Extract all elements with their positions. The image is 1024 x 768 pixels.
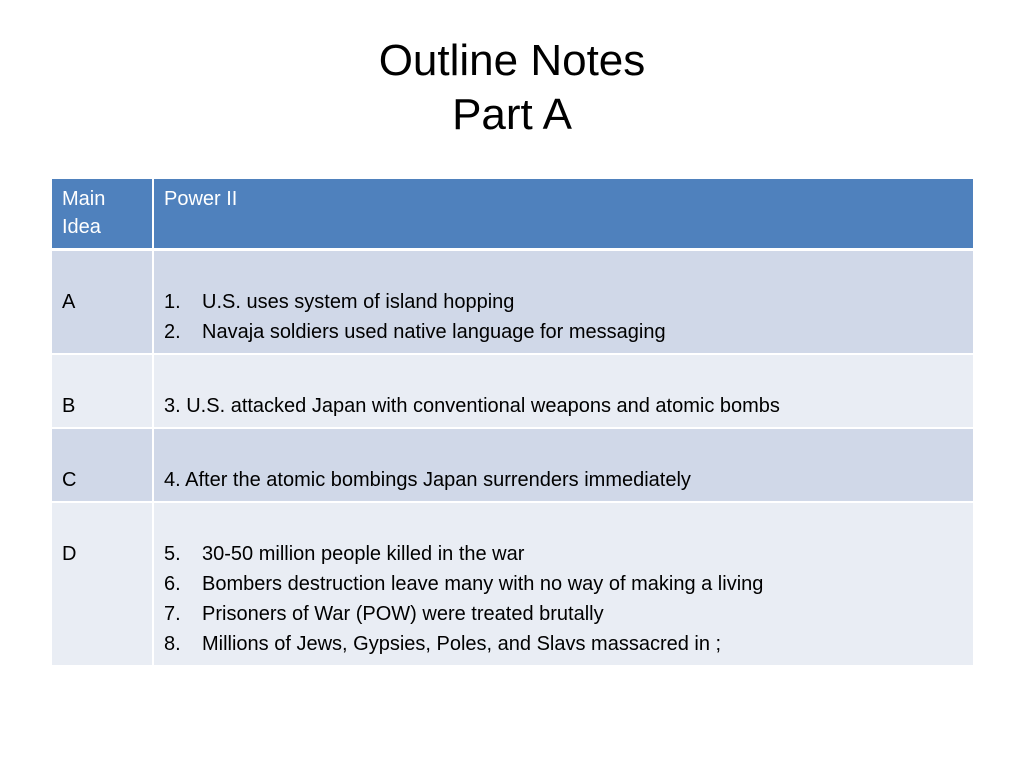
table-row [52,503,973,667]
list-item [164,287,963,317]
spacer [62,361,142,391]
spacer [62,435,142,465]
spacer [164,509,963,539]
item-text: Bombers destruction leave many with no way of making a living [202,573,764,595]
table-row [52,429,973,503]
header-main-idea: Main Idea [52,179,154,251]
row-d-main [52,503,154,667]
row-a-main [52,251,154,355]
outline-table [52,179,973,667]
item-text: Millions of Jews, Gypsies, Poles, and Slavs massacred in ; [202,633,722,655]
list-item [164,539,963,569]
list-item [164,599,963,629]
header-power-ii: Power II [154,179,973,251]
list-item [164,317,963,347]
item-number: 2. [164,321,181,343]
row-b-detail [154,355,973,429]
row-c-main [52,429,154,503]
row-d-detail [154,503,973,667]
main-idea-label: C [62,469,77,491]
item-number: 1. [164,291,181,313]
row-a-detail [154,251,973,355]
table-row [52,355,973,429]
list-item [164,629,963,659]
spacer [164,435,963,465]
item-text: Prisoners of War (POW) were treated brutally [202,603,604,625]
item-number: 5. [164,543,181,565]
item-number: 8. [164,633,181,655]
row-b-main [52,355,154,429]
item-number: 6. [164,573,181,595]
item-text: Navaja soldiers used native language for messaging [202,321,666,343]
detail-list [164,539,963,659]
main-idea-label: A [62,291,76,313]
item-text: 4. After the atomic bombings Japan surrenders immediately [164,469,691,491]
row-c-detail [154,429,973,503]
item-text: 30-50 million people killed in the war [202,543,525,565]
spacer [164,361,963,391]
main-idea-label: B [62,395,76,417]
detail-list [164,287,963,347]
list-item [164,569,963,599]
main-idea-label: D [62,543,77,565]
item-number: 7. [164,603,181,625]
slide-title [0,34,1024,142]
title-line-1: Outline Notes [378,36,646,85]
spacer [164,257,963,287]
spacer [62,257,142,287]
item-text: 3. U.S. attacked Japan with conventional weapons and atomic bombs [164,395,780,417]
item-text: U.S. uses system of island hopping [202,291,515,313]
table-row [52,251,973,355]
title-line-2: Part A [452,90,572,139]
table-header-row [52,179,973,251]
spacer [62,509,142,539]
